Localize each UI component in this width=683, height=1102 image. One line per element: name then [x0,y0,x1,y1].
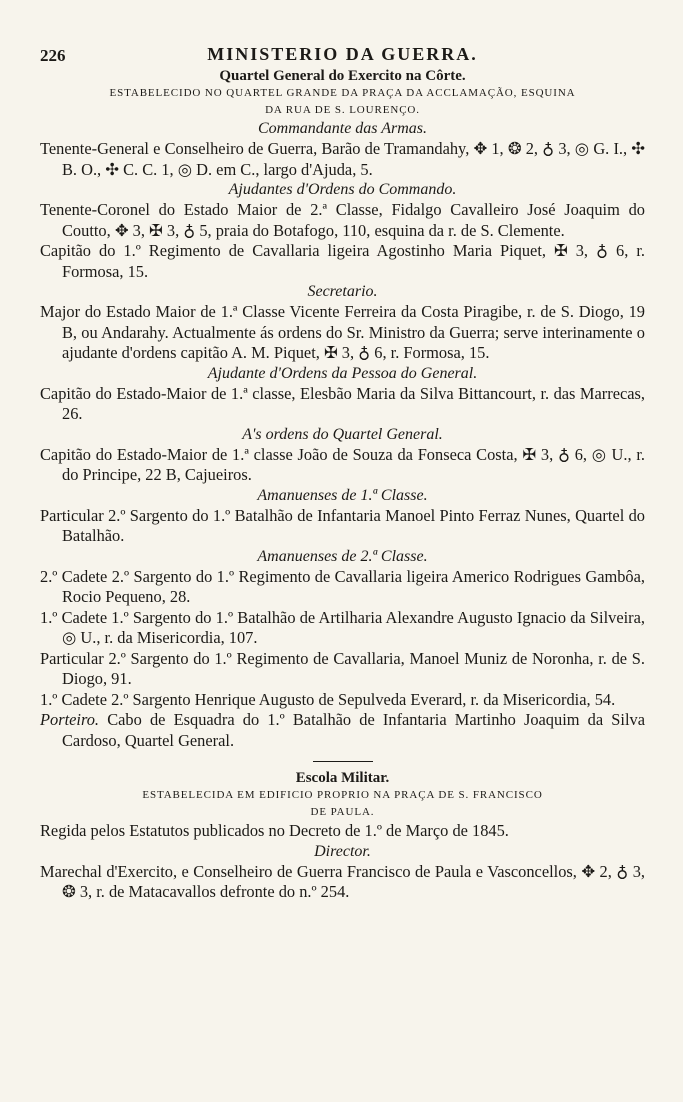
porteiro-text: Cabo de Esquadra do 1.º Batalhão de Infantaria Martinho Joaquim da Silva Cardoso, Quartel General. [62,710,645,750]
section-subtitle-line-2: DA RUA DE S. LOURENÇO. [265,104,420,116]
amanuense-2-entry-4: 1.º Cadete 2.º Sargento Henrique Augusto de Sepulveda Everard, r. da Misericordia, 54. [40,689,616,709]
amanuense-2-entry-2: 1.º Cadete 1.º Sargento do 1.º Batalhão de Artilharia Alexandre Augusto Ignacio da Silveira, ◎ U., r. da Misericordia, 107. [40,607,645,647]
director-heading: Director. [314,842,371,860]
porteiro-label: Porteiro. [40,710,100,729]
ajudante-entry-2: Capitão do 1.º Regimento de Cavallaria ligeira Agostinho Maria Piquet, ✠ 3, ♁ 6, r. Formosa, 15. [40,241,645,281]
amanuense-1-entry: Particular 2.º Sargento do 1.º Batalhão de Infantaria Manoel Pinto Ferraz Nunes, Quartel do Batalhão. [40,505,645,545]
ordens-heading: A's ordens do Quartel General. [242,425,443,443]
amanuense-2-entry-1: 2.º Cadete 2.º Sargento do 1.º Regimento de Cavallaria ligeira Americo Rodrigues Gambôa, Rocio Pequeno, 28. [40,566,645,606]
regida-entry: Regida pelos Estatutos publicados no Decreto de 1.º de Março de 1845. [40,821,509,840]
section-title-quartel-general: Quartel General do Exercito na Côrte. [219,68,466,84]
porteiro-entry [40,710,645,751]
section-divider [313,761,373,762]
secretario-heading: Secretario. [307,283,378,300]
amanuense-2-entry-3: Particular 2.º Sargento do 1.º Regimento de Cavallaria, Manoel Muniz de Noronha, r. de S. Diogo, 91. [40,648,645,688]
amanuenses-1-heading: Amanuenses de 1.ª Classe. [257,486,428,504]
page-number: 226 [40,46,66,65]
ajudante-pessoa-heading: Ajudante d'Ordens da Pessoa do General. [207,364,478,382]
escola-subtitle-line-2: DE PAULA. [310,806,375,818]
commandant-entry: Tenente-General e Conselheiro de Guerra, Barão de Tramandahy, ✥ 1, ❂ 2, ♁ 3, ◎ G. I., ✣ B. O., ✣ C. C. 1, ◎ D. em C., largo d'Ajuda, 5. [40,139,645,179]
ajudantes-heading: Ajudantes d'Ordens do Commando. [228,181,457,198]
section-subtitle-line-1: ESTABELECIDO NO QUARTEL GRANDE DA PRAÇA DA ACCLAMAÇÃO, ESQUINA [109,87,576,99]
ajudante-pessoa-entry: Capitão do Estado-Maior de 1.ª classe, Elesbão Maria da Silva Bittancourt, r. das Marrecas, 26. [40,383,645,423]
ordens-entry: Capitão do Estado-Maior de 1.ª classe João de Souza da Fonseca Costa, ✠ 3, ♁ 6, ◎ U., r. do Principe, 22 B, Cajueiros. [40,444,645,484]
page-header [40,40,645,66]
director-entry: Marechal d'Exercito, e Conselheiro de Guerra Francisco de Paula e Vasconcellos, ✥ 2, ♁ 3, ❂ 3, r. de Matacavallos defronte do n.º 254. [40,861,645,901]
running-title: MINISTERIO DA GUERRA. [207,44,478,64]
secretario-entry: Major do Estado Maior de 1.ª Classe Vicente Ferreira da Costa Piragibe, r. de S. Diogo, 19 B, ou Andarahy. Actualmente ás ordens do Sr. Ministro da Guerra; serve interinamente o ajudante d'ordens capitão A. M. Piquet, ✠ 3, ♁ 6, r. Formosa, 15. [40,302,645,362]
section-title-escola-militar: Escola Militar. [295,770,390,786]
escola-subtitle-line-1: ESTABELECIDA EM EDIFICIO PROPRIO NA PRAÇA DE S. FRANCISCO [142,789,543,801]
amanuenses-2-heading: Amanuenses de 2.ª Classe. [257,547,428,565]
commandant-heading: Commandante das Armas. [257,120,428,137]
ajudante-entry-1: Tenente-Coronel do Estado Maior de 2.ª Classe, Fidalgo Cavalleiro José Joaquim do Coutto, ✥ 3, ✠ 3, ♁ 5, praia do Botafogo, 110, esquina da r. de S. Clemente. [40,200,645,240]
